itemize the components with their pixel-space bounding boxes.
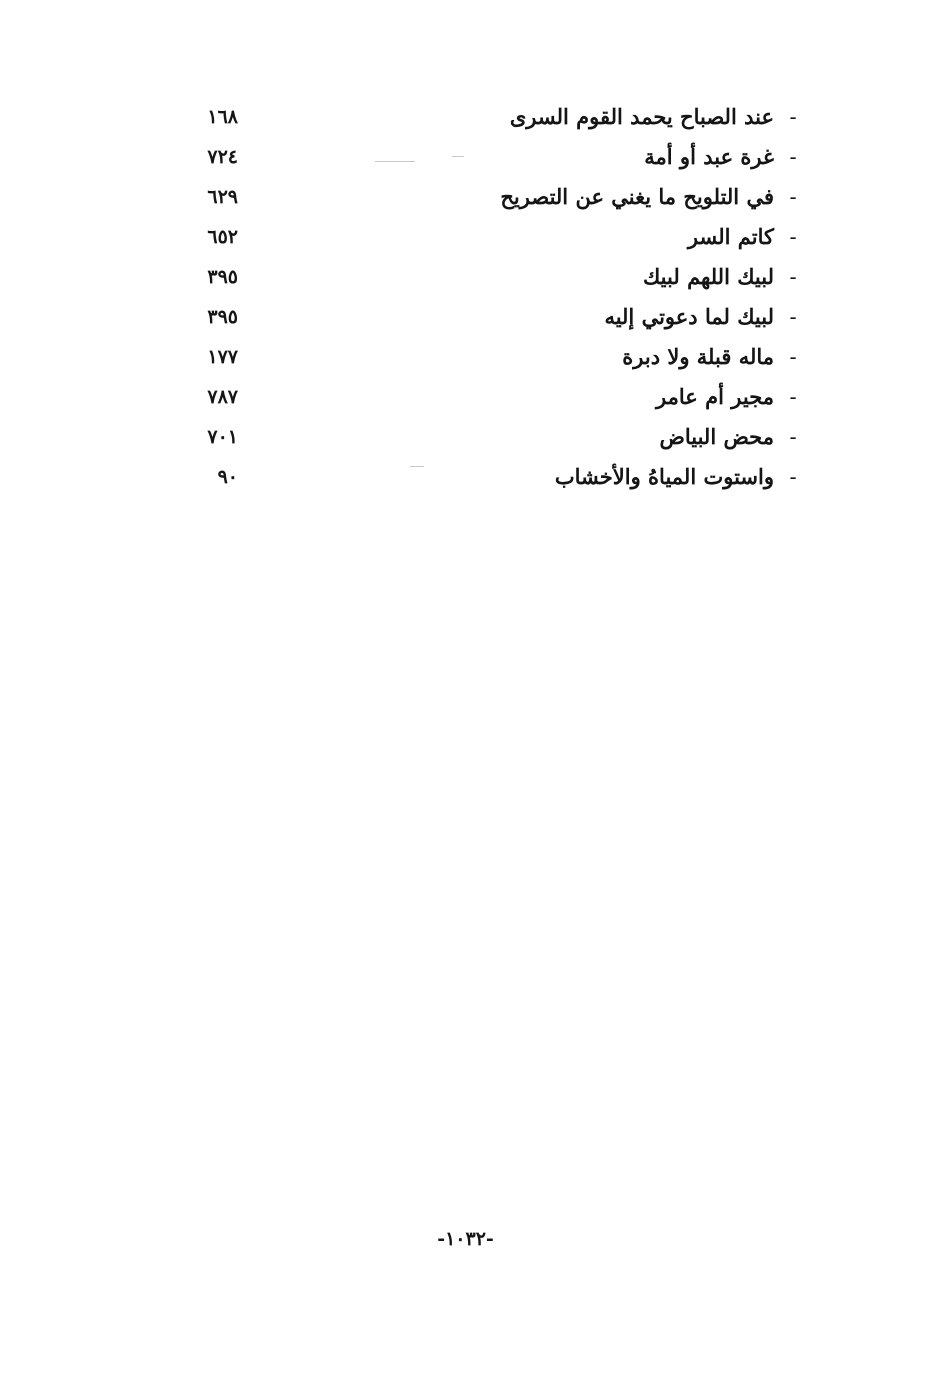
scan-speck: [410, 466, 424, 467]
entry-text: لبيك اللهم لبيك: [642, 264, 774, 289]
index-entries-list: [150, 97, 800, 497]
entry-text: لبيك لما دعوتي إليه: [604, 304, 774, 329]
entry-text: عند الصباح يحمد القوم السرى: [509, 104, 774, 129]
index-entry: [150, 297, 800, 337]
entry-page-number: ٩٠: [217, 466, 238, 488]
entry-page-number: ٧٨٧: [207, 386, 238, 408]
entry-dash: -: [789, 225, 797, 249]
entry-page-number: ١٧٧: [207, 346, 238, 368]
index-entry: [150, 137, 800, 177]
entry-dash: -: [789, 425, 797, 449]
entry-page-number: ١٦٨: [207, 106, 238, 128]
entry-dash: -: [789, 465, 797, 489]
index-entry: [150, 377, 800, 417]
entry-text: كاتم السر: [687, 224, 774, 249]
entry-page-number: ٧٢٤: [207, 146, 238, 168]
entry-dash: -: [789, 185, 797, 209]
entry-text: محض البياض: [659, 424, 774, 449]
entry-page-number: ٣٩٥: [207, 266, 238, 288]
entry-dash: -: [789, 385, 797, 409]
entry-dash: -: [789, 305, 797, 329]
scan-speck: [375, 161, 415, 162]
index-entry: [150, 217, 800, 257]
entry-text: في التلويح ما يغني عن التصريح: [500, 184, 774, 209]
index-entry: [150, 257, 800, 297]
entry-text: غرة عبد أو أمة: [644, 144, 774, 169]
entry-dash: -: [789, 105, 797, 129]
entry-dash: -: [789, 345, 797, 369]
index-entry: [150, 97, 800, 137]
index-entry: [150, 337, 800, 377]
scan-speck: [452, 156, 464, 157]
entry-dash: -: [789, 265, 797, 289]
page-number: -١٠٣٢-: [437, 1228, 494, 1250]
index-entry: [150, 177, 800, 217]
entry-page-number: ٣٩٥: [207, 306, 238, 328]
entry-text: ماله قبلة ولا دبرة: [622, 344, 774, 369]
entry-page-number: ٦٥٢: [207, 226, 238, 248]
entry-page-number: ٧٠١: [207, 426, 238, 448]
entry-page-number: ٦٢٩: [207, 186, 238, 208]
index-entry: [150, 457, 800, 497]
entry-text: واستوت المياهُ والأخشاب: [554, 464, 774, 489]
index-entry: [150, 417, 800, 457]
entry-dash: -: [789, 145, 797, 169]
entry-text: مجير أم عامر: [656, 384, 774, 409]
